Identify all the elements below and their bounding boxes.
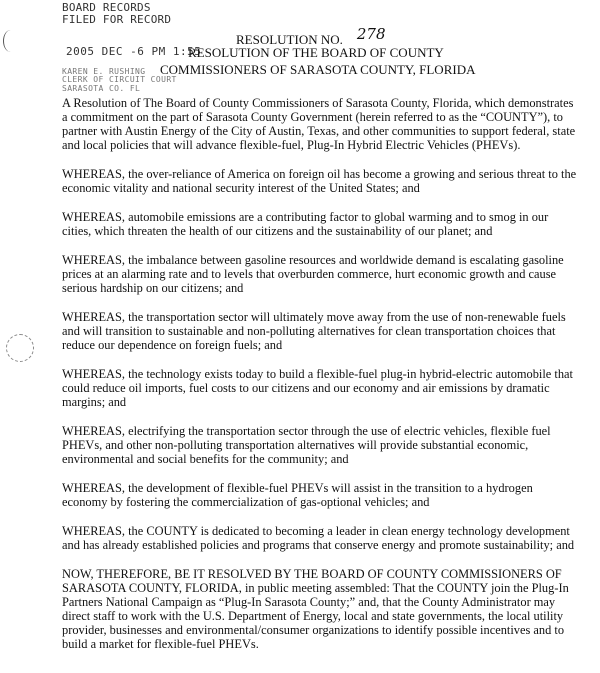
paragraph-whereas-electrifying: WHEREAS, electrifying the transportation sector through the use of electric vehicles, flexible fuel PHEVs, and other non-polluting transportation alternatives will provide substantial economic, environmental and social benefits for the community; and <box>62 424 551 466</box>
paragraph-whereas-technology: WHEREAS, the technology exists today to build a flexible-fuel plug-in hybrid-electric automobile that could reduce oil imports, fuel costs to our citizens and our economy and air emissions by dramatic margins; and <box>62 367 573 409</box>
stamp-clerk-name: KAREN E. RUSHING <box>62 67 146 76</box>
resolution-number-handwritten: 278 <box>356 25 386 43</box>
stamp-clerk-title: CLERK OF CIRCUIT COURT <box>62 75 177 85</box>
paragraph-whereas-emissions: WHEREAS, automobile emissions are a contributing factor to global warming and to smog in our cities, which threaten the health of our citizens and the sustainability of our planet; and <box>62 210 549 238</box>
stamp-clerk-county: SARASOTA CO. FL <box>62 83 141 93</box>
filing-stamp <box>62 2 171 25</box>
stamp-board-records: BOARD RECORDS <box>62 1 151 14</box>
resolution-body <box>62 96 578 666</box>
resolution-label: RESOLUTION NO. <box>236 32 343 47</box>
binder-hole-mark <box>6 334 34 362</box>
paragraph-resolved: NOW, THEREFORE, BE IT RESOLVED BY THE BOARD OF COUNTY COMMISSIONERS OF SARASOTA COUNTY, FLORIDA, in public meeting assembled: That the COUNTY join the Plug-In Partners National Campaign as “Plug-In Sarasota County;” and, that the County Administrator may direct staff to work with the U.S. Department of Energy, local and state governments, the local utility provider, businesses and environmental/consumer organizations to identify possible incentives and to build a market for flexible-fuel PHEVs. <box>62 567 569 651</box>
paragraph-intro: A Resolution of The Board of County Commissioners of Sarasota County, Florida, which demonstrates a commitment on the part of Sarasota County Government (herein referred to as the “COUNTY”), to partner with Austin Energy of the City of Austin, Texas, and other communities to support federal, state and local policies that will advance flexible-fuel, Plug-In Hybrid Electric Vehicles (PHEVs). <box>62 96 576 152</box>
document-title-line1: RESOLUTION OF THE BOARD OF COUNTY <box>188 45 444 60</box>
stamp-date-time: 2005 DEC -6 PM 1:55 <box>66 45 202 58</box>
paragraph-whereas-foreign-oil: WHEREAS, the over-reliance of America on foreign oil has become a growing and serious threat to the economic vitality and national security interest of the United States; and <box>62 167 577 195</box>
paragraph-whereas-hydrogen: WHEREAS, the development of flexible-fuel PHEVs will assist in the transition to a hydrogen economy by fostering the commercialization of gas-optional vehicles; and <box>62 481 533 509</box>
document-title-line2: COMMISSIONERS OF SARASOTA COUNTY, FLORIDA <box>160 62 476 77</box>
paragraph-whereas-gasoline-prices: WHEREAS, the imbalance between gasoline resources and worldwide demand is escalating gasoline prices at an alarming rate and to levels that overburden commerce, hurt economic growth and cause serious hardship on our citizens; and <box>62 253 564 295</box>
paragraph-whereas-county-leader: WHEREAS, the COUNTY is dedicated to becoming a leader in clean energy technology development and has already established policies and programs that conserve energy and promote sustainability; and <box>62 524 575 552</box>
paragraph-whereas-transportation-sector: WHEREAS, the transportation sector will ultimately move away from the use of non-renewable fuels and will transition to sustainable and non-polluting alternatives for clean transportation choices that reduce our dependence on foreign fuels; and <box>62 310 566 352</box>
stamp-filed-for-record: FILED FOR RECORD <box>62 12 172 26</box>
binder-punch-mark <box>3 30 18 52</box>
